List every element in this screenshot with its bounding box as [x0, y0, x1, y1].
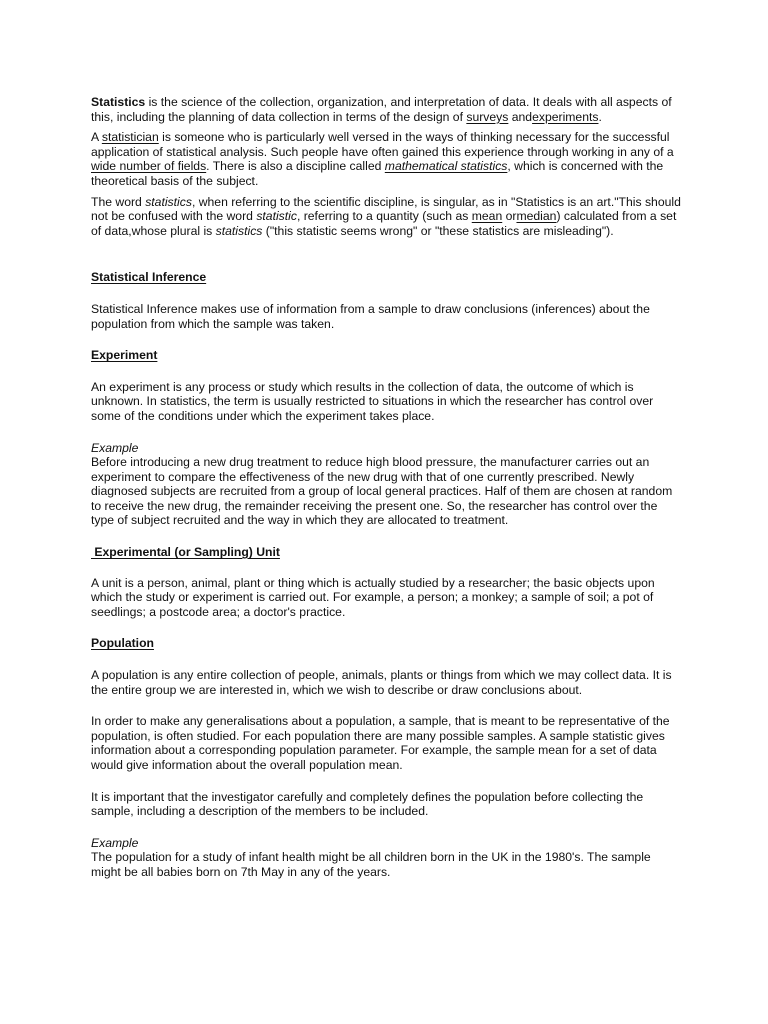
italic-statistics: statistics	[145, 194, 192, 209]
document-page	[91, 95, 683, 880]
link-experiments[interactable]: experiments	[532, 109, 599, 124]
term-statistics: Statistics	[91, 95, 146, 109]
heading-population: Population	[91, 636, 154, 651]
example-label: Example	[91, 835, 139, 850]
paragraph-population-example: The population for a study of infant health might be all children born in the UK in the 1980's. The sample might be all babies born on 7th May in any of the years.	[91, 850, 651, 879]
italic-statistics-plural: statistics	[215, 223, 263, 238]
text-run: and	[508, 109, 533, 124]
text-run: The word	[91, 194, 146, 209]
paragraph-experiment: An experiment is any process or study which results in the collection of data, the outcome of which is unknown. In statistics, the term is usually restricted to situations in which the researcher has control over some of the conditions under which the experiment takes place.	[91, 379, 654, 423]
heading-experiment: Experiment	[91, 348, 158, 363]
text-run: , referring to a quantity (such as	[296, 209, 472, 224]
heading-statistical-inference: Statistical Inference	[91, 270, 207, 285]
paragraph-unit: A unit is a person, animal, plant or thing which is actually studied by a researcher; the basic objects upon which the study or experiment is carried out. For example, a person; a monkey; a sample of soil; a pot of seedlings; a postcode area; a doctor's practice.	[91, 575, 655, 619]
text-run: or	[502, 209, 517, 224]
text-run: A	[91, 130, 102, 145]
text-run: , which is concerned with the theoretical basis of the subject.	[91, 159, 664, 188]
text-run: . There is also a discipline called	[206, 159, 385, 174]
link-surveys[interactable]: surveys	[466, 109, 509, 124]
link-statistician[interactable]: statistician	[101, 130, 159, 145]
link-mathematical-statistics[interactable]: mathematical statistics	[384, 159, 508, 174]
paragraph-inference: Statistical Inference makes use of information from a sample to draw conclusions (inferences) about the population from which the sample was taken.	[91, 301, 650, 331]
text-run: is someone who is particularly well versed in the ways of thinking necessary for the successful application of statistical analysis. Such people have often gained this experience through working in any of a	[91, 130, 674, 159]
paragraph-population-sample: In order to make any generalisations about a population, a sample, that is meant to be representative of the population, is often studied. For each population there are many possible samples. A sample statistic gives information about a corresponding population parameter. For example, the sample mean for a set of data would give information about the overall population mean.	[91, 714, 670, 772]
link-mean[interactable]: mean	[471, 209, 503, 224]
text-run: .	[598, 109, 602, 124]
text-run: ) calculated from a set of data,whose plural is	[91, 209, 677, 238]
intro-paragraph-statistics	[91, 95, 683, 124]
paragraph-experiment-example: Before introducing a new drug treatment to reduce high blood pressure, the manufacturer carries out an experiment to compare the effectiveness of the new drug with that of one currently prescribed. Newly diagnosed subjects are recruited from a group of local general practices. Half of them are chosen at random to receive the new drug, the remainder receiving the present one. So, the researcher has control over the type of subject recruited and the way in which they are allocated to treatment.	[91, 455, 673, 528]
italic-statistic: statistic	[256, 209, 297, 224]
paragraph-population-define: It is important that the investigator carefully and completely defines the population before collecting the sample, including a description of the members to be included.	[91, 789, 644, 819]
text-run: ("this statistic seems wrong" or "these statistics are misleading").	[262, 223, 614, 238]
text-run: is the science of the collection, organization, and interpretation of data. It deals with all aspects of this, including the planning of data collection in terms of the design of	[91, 95, 672, 124]
intro-paragraph-statistician	[91, 130, 683, 188]
text-run: , when referring to the scientific discipline, is singular, as in "Statistics is an art."This should not be confused with the word	[91, 194, 681, 224]
link-wide-number-of-fields[interactable]: wide number of fields	[91, 159, 207, 174]
paragraph-population-definition: A population is any entire collection of people, animals, plants or things from which we may collect data. It is the entire group we are interested in, which we wish to describe or draw conclusions about.	[91, 668, 672, 697]
example-label: Example	[91, 440, 139, 455]
heading-experimental-unit: Experimental (or Sampling) Unit	[91, 545, 280, 560]
intro-paragraph-word-statistics	[91, 195, 683, 239]
link-median[interactable]: median	[516, 209, 557, 224]
